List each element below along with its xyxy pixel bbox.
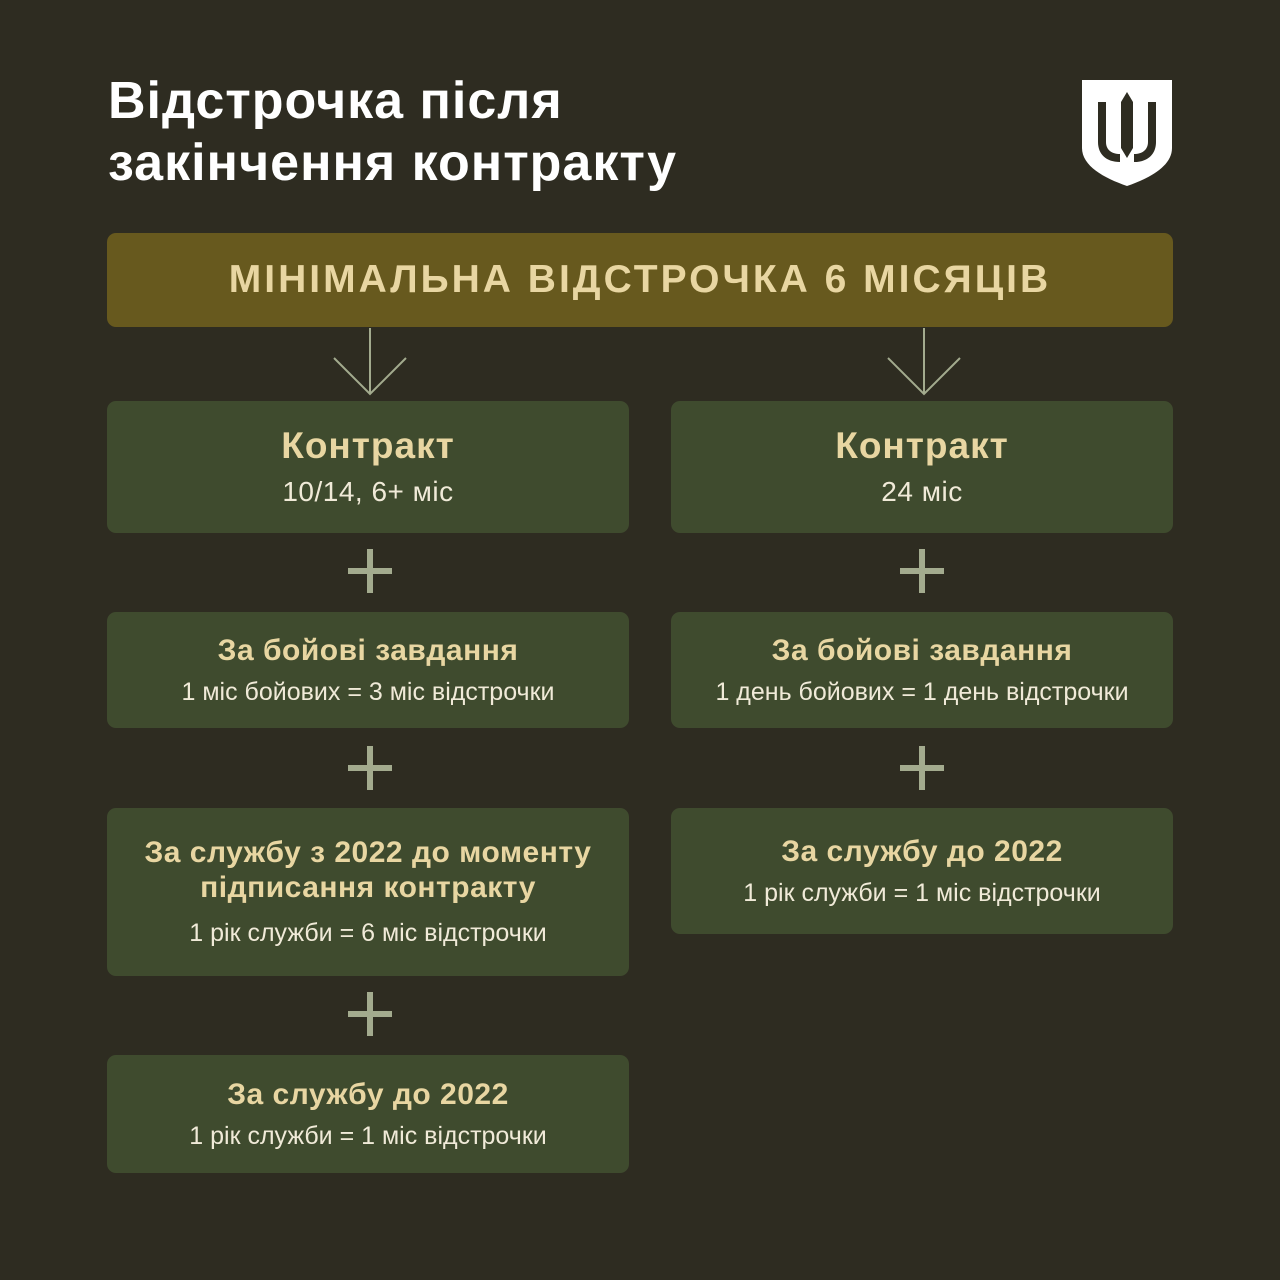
- title-line-2: закінчення контракту: [108, 134, 678, 192]
- left-service-since-2022-title-line-2: підписання контракту: [200, 871, 536, 904]
- left-service-before-2022-box: [107, 1055, 629, 1173]
- arrow-down-icon: [330, 328, 410, 398]
- left-service-since-2022-title-line-1: За службу з 2022 до моменту: [144, 836, 592, 869]
- left-contract-subtitle: 10/14, 6+ міс: [282, 476, 454, 507]
- page-title: [108, 70, 1008, 194]
- right-contract-subtitle: 24 міс: [881, 476, 963, 507]
- left-service-since-2022-box: [107, 808, 629, 976]
- left-combat-subtitle: 1 міс бойових = 3 міс відстрочки: [181, 677, 555, 706]
- right-combat-subtitle: 1 день бойових = 1 день відстрочки: [715, 677, 1129, 706]
- plus-icon: [348, 746, 392, 790]
- right-combat-box: [671, 612, 1173, 728]
- left-contract-box: [107, 401, 629, 533]
- left-combat-title: За бойові завдання: [217, 633, 519, 667]
- plus-icon: [900, 549, 944, 593]
- plus-icon: [900, 746, 944, 790]
- right-service-before-2022-title: За службу до 2022: [781, 834, 1063, 868]
- minimum-deferral-banner: МІНІМАЛЬНА ВІДСТРОЧКА 6 МІСЯЦІВ: [107, 233, 1173, 327]
- left-contract-title: Контракт: [281, 425, 455, 466]
- plus-icon: [348, 992, 392, 1036]
- right-service-before-2022-box: [671, 808, 1173, 934]
- trident-shield-icon: [1080, 78, 1174, 188]
- left-service-before-2022-subtitle: 1 рік служби = 1 міс відстрочки: [189, 1121, 547, 1150]
- left-combat-box: [107, 612, 629, 728]
- left-service-since-2022-subtitle: 1 рік служби = 6 міс відстрочки: [189, 919, 547, 947]
- arrow-down-icon: [884, 328, 964, 398]
- plus-icon: [348, 549, 392, 593]
- right-contract-title: Контракт: [835, 425, 1009, 466]
- right-service-before-2022-subtitle: 1 рік служби = 1 міс відстрочки: [743, 878, 1101, 907]
- left-service-before-2022-title: За службу до 2022: [227, 1077, 509, 1111]
- right-contract-box: [671, 401, 1173, 533]
- title-line-1: Відстрочка після: [108, 72, 563, 130]
- right-combat-title: За бойові завдання: [771, 633, 1073, 667]
